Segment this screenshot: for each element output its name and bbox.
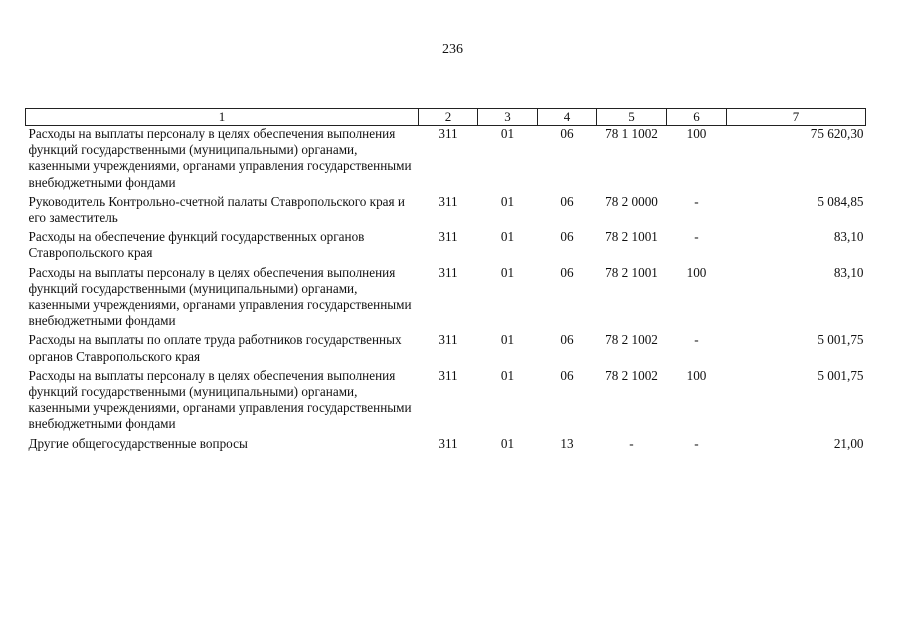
header-col-1: 1 [26,109,419,126]
row-col-3: 01 [500,229,515,245]
row-name: Расходы на обеспечение функций государственных органов Ставропольского края [28,229,365,261]
table-row [26,194,866,229]
row-col-5: - [629,435,634,451]
row-col-5: 78 1 1002 [605,126,658,141]
header-col-4: 4 [538,109,597,126]
row-col-2: 311 [438,193,458,209]
row-col-2: 311 [438,229,458,245]
row-col-5: 78 2 1002 [605,332,658,348]
table-row [26,368,866,436]
row-col-5: 78 2 1002 [605,367,658,383]
table-row [26,126,866,194]
header-col-3: 3 [478,109,538,126]
header-col-2: 2 [419,109,478,126]
row-name: Расходы на выплаты персоналу в целях обеспечения выполнения функций государственными (муниципальными) органами, казенными учреждениями, органами управления государственными внебюджетными фондами [28,264,412,329]
row-col-4: 06 [560,229,574,245]
row-amount: 83,10 [833,264,864,280]
row-amount: 75 620,30 [810,126,864,141]
table-row [26,332,866,367]
row-col-2: 311 [438,367,458,383]
row-col-4: 06 [560,126,574,141]
row-amount: 5 084,85 [817,193,864,209]
header-col-5: 5 [597,109,667,126]
row-amount: 5 001,75 [817,332,864,348]
row-col-4: 06 [560,193,574,209]
row-amount: 83,10 [833,229,864,245]
table-row [26,436,866,455]
row-col-6: 100 [686,126,707,141]
row-col-6: - [694,229,699,245]
row-col-6: 100 [686,367,707,383]
header-col-6: 6 [667,109,727,126]
row-col-6: - [694,193,699,209]
row-col-2: 311 [438,126,458,141]
row-col-4: 06 [560,332,574,348]
row-col-3: 01 [500,264,515,280]
row-col-2: 311 [438,332,458,348]
page-number: 236 [442,42,463,57]
row-col-5: 78 2 1001 [605,264,658,280]
row-col-6: 100 [686,264,707,280]
row-col-6: - [694,332,699,348]
row-col-3: 01 [500,435,515,451]
row-col-3: 01 [500,126,515,141]
row-name: Расходы на выплаты по оплате труда работников государственных органов Ставропольского края [28,332,402,364]
budget-table [25,108,866,455]
row-amount: 21,00 [833,435,864,451]
row-amount: 5 001,75 [817,367,864,383]
row-col-5: 78 2 1001 [605,229,658,245]
row-col-2: 311 [438,264,458,280]
header-row [26,109,866,126]
table-row [26,229,866,264]
row-col-6: - [694,435,699,451]
row-col-5: 78 2 0000 [605,193,658,209]
row-name: Расходы на выплаты персоналу в целях обеспечения выполнения функций государственными (муниципальными) органами, казенными учреждениями, органами управления государственными внебюджетными фондами [28,367,412,432]
row-col-2: 311 [438,435,458,451]
row-col-3: 01 [500,332,515,348]
row-col-3: 01 [500,367,515,383]
row-name: Руководитель Контрольно-счетной палаты Ставропольского края и его заместитель [28,193,405,226]
row-col-4: 06 [560,367,574,383]
header-col-7: 7 [727,109,866,126]
row-col-4: 06 [560,264,574,280]
row-name: Расходы на выплаты персоналу в целях обеспечения выполнения функций государственными (муниципальными) органами, казенными учреждениями, органами управления государственными внебюджетными фондами [28,126,412,190]
row-col-3: 01 [500,193,515,209]
table-row [26,265,866,333]
row-col-4: 13 [560,435,574,451]
row-name: Другие общегосударственные вопросы [28,435,248,451]
